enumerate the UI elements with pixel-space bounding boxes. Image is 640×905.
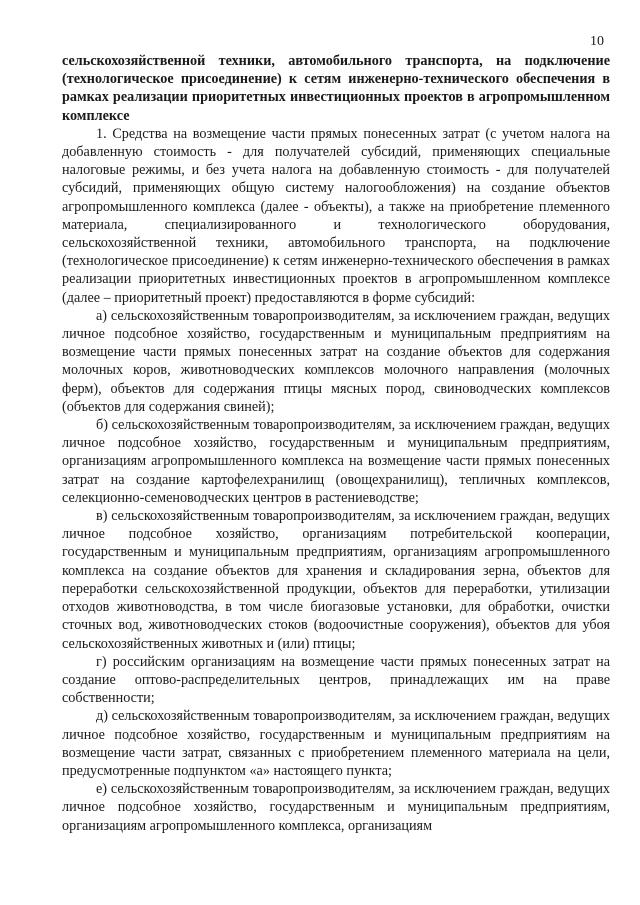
- paragraph-item-d: д) сельскохозяйственным товаропроизводителям, за исключением граждан, ведущих личное подсобное хозяйство, государственным и муниципальным предприятиям на возмещение части затрат, связанных с приобретением племенного материала на цели, предусмотренные подпунктом «а» настоящего пункта;: [62, 708, 610, 779]
- paragraph-item-a: а) сельскохозяйственным товаропроизводителям, за исключением граждан, ведущих личное подсобное хозяйство, государственным и муниципальным предприятиям на возмещение части прямых понесенных затрат на создание объектов для содержания молочных коров, животноводческих комплексов молочного направления (молочных ферм), объектов для содержания птицы мясных пород, свиноводческих комплексов (объектов для содержания свиней);: [62, 307, 610, 415]
- paragraph-item-b: б) сельскохозяйственным товаропроизводителям, за исключением граждан, ведущих личное подсобное хозяйство, государственным и муниципальным предприятиям, организациям агропромышленного комплекса на возмещение части прямых понесенных затрат на создание картофелехранилищ (овощехранилищ), тепличных комплексов, селекционно-семеноводческих центров в растениеводстве;: [62, 417, 610, 506]
- paragraph-item-v: в) сельскохозяйственным товаропроизводителям, за исключением граждан, ведущих личное подсобное хозяйство, организациям потребительской кооперации, государственным и муниципальным предприятиям, организациям агропромышленного комплекса на создание объектов для хранения и складирования зерна, объектов для переработки сельскохозяйственной продукции, объектов для переработки, утилизации отходов животноводства, в том числе биогазовые установки, для обработки, очистки сточных вод, животноводческих стоков (водоочистные сооружения), объектов для убоя сельскохозяйственных животных и (или) птицы;: [62, 508, 610, 652]
- document-body: [62, 52, 610, 835]
- section-heading: сельскохозяйственной техники, автомобильного транспорта, на подключение (технологическое присоединение) к сетям инженерно-технического обеспечения в рамках реализации приоритетных инвестиционных проектов в агропромышленном комплексе: [62, 53, 610, 124]
- paragraph-item-g: г) российским организациям на возмещение части прямых понесенных затрат на создание оптово-распределительных центров, принадлежащих им на праве собственности;: [62, 653, 610, 707]
- page-number: 10: [590, 34, 604, 49]
- paragraph-item-e: е) сельскохозяйственным товаропроизводителям, за исключением граждан, ведущих личное подсобное хозяйство, государственным и муниципальным предприятиям, организациям агропромышленного комплекса, организациям: [62, 781, 610, 834]
- paragraph-1: 1. Средства на возмещение части прямых понесенных затрат (с учетом налога на добавленную стоимость - для получателей субсидий, применяющих специальные налоговые режимы, и без учета налога на добавленную стоимость - для получателей субсидий, применяющих общую систему налогообложения) на создание объектов агропромышленного комплекса (далее - объекты), а также на приобретение племенного материала, специализированного и технологического оборудования, сельскохозяйственной техники, автомобильного транспорта, на подключение (технологическое присоединение) к сетям инженерно-технического обеспечения в рамках реализации приоритетных инвестиционных проектов в агропромышленном комплексе (далее – приоритетный проект) предоставляются в форме субсидий:: [62, 125, 610, 306]
